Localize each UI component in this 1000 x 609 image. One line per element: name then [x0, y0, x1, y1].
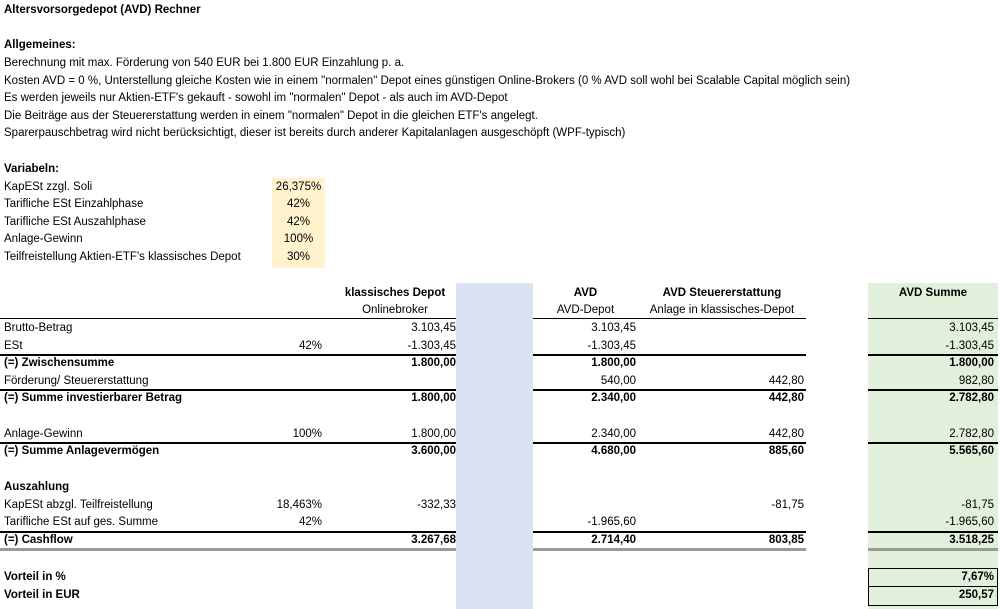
cell-classic[interactable]: [330, 461, 456, 478]
cell-classic[interactable]: 3.267,68: [411, 534, 456, 546]
cell-refund[interactable]: [638, 461, 804, 478]
row-percent[interactable]: [272, 532, 322, 549]
cell-refund[interactable]: 442,80: [768, 392, 804, 404]
advantage-eur-label: Vorteil in EUR: [4, 589, 80, 601]
cell-refund[interactable]: 442,80: [768, 428, 804, 440]
row-label: (=) Summe Anlagevermögen: [4, 445, 160, 457]
header-avd: AVD: [573, 287, 598, 299]
cell-avd[interactable]: [533, 461, 636, 478]
row-percent[interactable]: [272, 443, 322, 460]
separator-column-blue: [456, 283, 533, 609]
row-label: (=) Summe investierbarer Betrag: [4, 392, 182, 404]
cell-classic[interactable]: 3.103,45: [411, 322, 456, 334]
cell-classic[interactable]: [330, 479, 456, 496]
cell-avd[interactable]: 2.340,00: [591, 392, 636, 404]
cell-classic[interactable]: -332,33: [416, 499, 456, 511]
cell-avd[interactable]: 2.714,40: [591, 534, 636, 546]
general-heading: Allgemeines:: [4, 39, 76, 51]
cell-refund[interactable]: 885,60: [768, 445, 804, 457]
row-separator: [0, 531, 456, 533]
cell-avd-sum[interactable]: 3.103,45: [949, 322, 994, 334]
row-separator: [533, 531, 806, 533]
row-percent[interactable]: [272, 390, 322, 407]
row-label: [4, 461, 264, 478]
row-percent[interactable]: [272, 320, 322, 337]
variable-label: Anlage-Gewinn: [4, 233, 83, 245]
row-percent[interactable]: [272, 479, 322, 496]
cell-avd[interactable]: -1.303,45: [587, 340, 636, 352]
variable-value-cell[interactable]: 42%: [286, 198, 311, 210]
header-refund-sub: Anlage in klassisches-Depot: [649, 304, 795, 316]
cell-classic[interactable]: 1.800,00: [411, 357, 456, 369]
cell-avd-sum[interactable]: [868, 408, 994, 425]
row-label: Brutto-Betrag: [4, 322, 73, 334]
cell-avd-sum[interactable]: -1.303,45: [945, 340, 994, 352]
cell-refund[interactable]: [638, 408, 804, 425]
row-separator: [868, 354, 998, 356]
cell-refund[interactable]: -81,75: [771, 499, 804, 511]
row-percent[interactable]: [272, 373, 322, 390]
header-underline: [868, 318, 998, 319]
cell-refund[interactable]: [638, 320, 804, 337]
row-label: KapESt abzgl. Teilfreistellung: [4, 499, 153, 511]
cell-avd[interactable]: 1.800,00: [591, 357, 636, 369]
cell-avd-sum[interactable]: 3.518,25: [949, 534, 994, 546]
variable-label: KapESt zzgl. Soli: [4, 181, 93, 193]
cell-avd-sum[interactable]: 2.782,80: [949, 392, 994, 404]
cell-classic[interactable]: [330, 514, 456, 531]
row-separator: [868, 442, 998, 444]
header-underline: [0, 318, 456, 319]
cashflow-underline: [0, 548, 456, 551]
row-label: Anlage-Gewinn: [4, 428, 83, 440]
row-label: Auszahlung: [4, 481, 70, 493]
row-percent[interactable]: 100%: [292, 428, 322, 440]
cell-avd[interactable]: [533, 497, 636, 514]
cell-avd[interactable]: -1.965,60: [587, 516, 636, 528]
cell-avd-sum[interactable]: [868, 461, 994, 478]
row-separator: [533, 354, 806, 356]
advantage-percent-value[interactable]: 7,67%: [961, 571, 994, 583]
row-percent[interactable]: 42%: [298, 516, 322, 528]
variable-value-cell[interactable]: 100%: [283, 233, 314, 245]
cashflow-underline: [533, 548, 806, 551]
cell-avd[interactable]: 4.680,00: [591, 445, 636, 457]
cell-refund[interactable]: [638, 479, 804, 496]
row-label: (=) Zwischensumme: [4, 357, 115, 369]
row-percent[interactable]: 18,463%: [276, 499, 322, 511]
header-avd-sum: AVD Summe: [898, 287, 968, 299]
row-separator: [868, 389, 998, 391]
cell-classic[interactable]: [330, 408, 456, 425]
cell-avd-sum[interactable]: 2.782,80: [949, 428, 994, 440]
row-label: ESt: [4, 340, 23, 352]
cell-refund[interactable]: 803,85: [768, 534, 804, 546]
row-separator: [868, 531, 998, 533]
variable-label: Tarifliche ESt Auszahlphase: [4, 216, 146, 228]
advantage-percent-label: Vorteil in %: [4, 571, 66, 583]
cell-refund[interactable]: 442,80: [768, 375, 804, 387]
general-line: Berechnung mit max. Förderung von 540 EUR bei 1.800 EUR Einzahlung p. a.: [4, 57, 405, 69]
row-separator: [0, 442, 456, 444]
variable-value-cell[interactable]: 30%: [286, 251, 311, 263]
cell-avd-sum[interactable]: -1.965,60: [945, 516, 994, 528]
row-percent[interactable]: [272, 355, 322, 372]
header-classic-depot: klassisches Depot: [344, 287, 446, 299]
cell-classic[interactable]: [330, 373, 456, 390]
variable-label: Teilfreistellung Aktien-ETF's klassisches Depot: [4, 251, 241, 263]
row-separator: [0, 354, 456, 356]
cell-classic[interactable]: 1.800,00: [411, 392, 456, 404]
cell-avd[interactable]: [533, 408, 636, 425]
variable-value-cell[interactable]: 42%: [286, 216, 311, 228]
header-avd-sub: AVD-Depot: [556, 304, 615, 316]
row-label: Förderung/ Steuererstattung: [4, 375, 149, 387]
cell-avd[interactable]: [533, 479, 636, 496]
header-refund: AVD Steuererstattung: [662, 287, 782, 299]
row-label: Tarifliche ESt auf ges. Summe: [4, 516, 159, 528]
cell-refund[interactable]: [638, 338, 804, 355]
cell-refund[interactable]: [638, 514, 804, 531]
cell-avd[interactable]: 3.103,45: [591, 322, 636, 334]
variable-value-cell[interactable]: 26,375%: [275, 181, 322, 193]
general-line: Die Beiträge aus der Steuererstattung werden in einem "normalen" Depot in die gleichen ETF's angelegt.: [4, 110, 538, 122]
row-separator: [0, 389, 456, 391]
variable-label: Tarifliche ESt Einzahlphase: [4, 198, 144, 210]
sheet-title: Altersvorsorgedepot (AVD) Rechner: [4, 4, 201, 16]
row-percent[interactable]: 42%: [298, 340, 322, 352]
cell-avd[interactable]: 540,00: [600, 375, 636, 387]
general-line: Es werden jeweils nur Aktien-ETF's gekauft - sowohl im "normalen" Depot - als auch im AVD-Depot: [4, 92, 508, 104]
cell-avd-sum[interactable]: [868, 479, 994, 496]
variables-heading: Variabeln:: [4, 163, 59, 175]
general-line: Sparerpauschbetrag wird nicht berücksichtigt, dieser ist bereits durch anderer Kapitalanlagen ausgeschöpft (WPF-typisch): [4, 127, 626, 139]
cell-avd[interactable]: 2.340,00: [591, 428, 636, 440]
row-percent[interactable]: [272, 408, 322, 425]
cell-classic[interactable]: 1.800,00: [411, 428, 456, 440]
advantage-eur-value[interactable]: 250,57: [958, 589, 994, 601]
cell-classic[interactable]: 3.600,00: [411, 445, 456, 457]
row-separator: [533, 389, 806, 391]
header-classic-sub: Onlinebroker: [362, 304, 428, 316]
row-separator: [533, 442, 806, 444]
cell-avd-sum[interactable]: 5.565,60: [949, 445, 994, 457]
cell-avd-sum[interactable]: 1.800,00: [949, 357, 994, 369]
row-label: (=) Cashflow: [4, 534, 73, 546]
cell-refund[interactable]: [638, 355, 804, 372]
cell-avd-sum[interactable]: -81,75: [961, 499, 994, 511]
cashflow-underline: [868, 548, 998, 551]
row-label: [4, 408, 264, 425]
cell-classic[interactable]: -1.303,45: [407, 340, 456, 352]
row-percent[interactable]: [272, 461, 322, 478]
header-underline: [533, 318, 806, 319]
cell-avd-sum[interactable]: 982,80: [958, 375, 994, 387]
general-line: Kosten AVD = 0 %, Unterstellung gleiche Kosten wie in einem "normalen" Depot eines günstigen Online-Brokers (0 % AVD soll wohl bei Scalable Capital möglich sein): [4, 75, 851, 87]
